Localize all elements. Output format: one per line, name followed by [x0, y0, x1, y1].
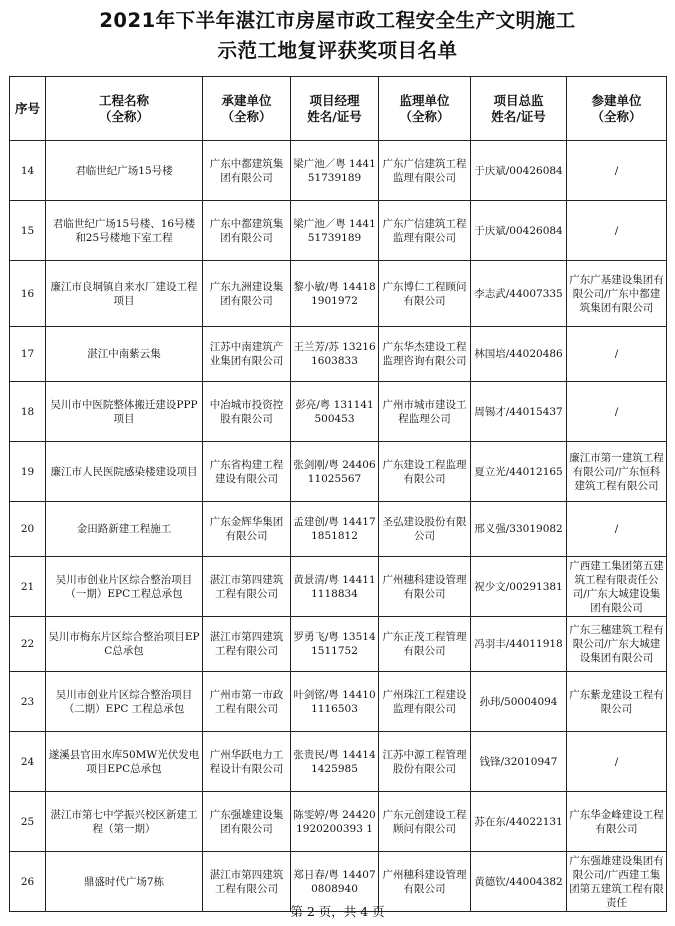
cell-partner: 广东强雄建设集团有限公司/广西建工集团第五建筑工程有限责任 [567, 852, 667, 912]
cell-supervisor: 广东广信建筑工程监理有限公司 [379, 201, 471, 261]
cell-manager: 陈雯婷/粤 244201920200393 1 [291, 792, 379, 852]
cell-seq: 22 [10, 617, 46, 672]
table-row [10, 557, 667, 617]
cell-chief: 于庆斌/00426084 [471, 201, 567, 261]
cell-seq: 23 [10, 672, 46, 732]
page-footer: 第 2 页，共 4 页 [290, 904, 385, 919]
cell-chief: 孙玮/50004094 [471, 672, 567, 732]
header-project: 工程名称 （全称） [46, 77, 203, 141]
cell-manager: 彭亮/粤 131141500453 [291, 382, 379, 442]
cell-project: 湛江中南紫云集 [46, 327, 203, 382]
cell-partner: / [567, 141, 667, 201]
header-supervisor: 监理单位 （全称） [379, 77, 471, 141]
cell-chief: 苏在东/44022131 [471, 792, 567, 852]
cell-project: 湛江市第七中学振兴校区新建工程（第一期） [46, 792, 203, 852]
table-row [10, 732, 667, 792]
header-manager: 项目经理 姓名/证号 [291, 77, 379, 141]
header-seq: 序号 [10, 77, 46, 141]
cell-seq: 14 [10, 141, 46, 201]
cell-project: 君临世纪广场15号楼 [46, 141, 203, 201]
cell-manager: 郑日春/粤 144070808940 [291, 852, 379, 912]
cell-contractor: 江苏中南建筑产业集团有限公司 [203, 327, 291, 382]
cell-project: 吴川市中医院整体搬迁建设PPP项目 [46, 382, 203, 442]
cell-project: 鼎盛时代广场7栋 [46, 852, 203, 912]
cell-manager: 孟建创/粤 144171851812 [291, 502, 379, 557]
cell-supervisor: 广东华杰建设工程监理咨询有限公司 [379, 327, 471, 382]
cell-supervisor: 广州市城市建设工程监理公司 [379, 382, 471, 442]
cell-contractor: 湛江市第四建筑工程有限公司 [203, 557, 291, 617]
cell-project: 吴川市创业片区综合整治项目（二期）EPC 工程总承包 [46, 672, 203, 732]
cell-supervisor: 江苏中源工程管理股份有限公司 [379, 732, 471, 792]
cell-partner: / [567, 201, 667, 261]
title-line-2: 示范工地复评获奖项目名单 [217, 39, 458, 62]
cell-seq: 15 [10, 201, 46, 261]
cell-seq: 20 [10, 502, 46, 557]
table-row [10, 442, 667, 502]
cell-supervisor: 广州穗科建设管理有限公司 [379, 852, 471, 912]
table-row [10, 201, 667, 261]
award-table [9, 76, 667, 912]
cell-supervisor: 圣弘建设股份有限公司 [379, 502, 471, 557]
cell-seq: 26 [10, 852, 46, 912]
cell-project: 廉江市人民医院感染楼建设项目 [46, 442, 203, 502]
cell-supervisor: 广东广信建筑工程监理有限公司 [379, 141, 471, 201]
cell-seq: 16 [10, 261, 46, 327]
cell-partner: 广东三穗建筑工程有限公司/广东大城建设集团有限公司 [567, 617, 667, 672]
header-row [10, 77, 667, 141]
title-line-1: 2021年下半年湛江市房屋市政工程安全生产文明施工 [99, 9, 576, 32]
table-row [10, 502, 667, 557]
cell-partner: 廉江市第一建筑工程有限公司/广东恒科建筑工程有限公司 [567, 442, 667, 502]
header-partner: 参建单位 （全称） [567, 77, 667, 141]
table-row [10, 382, 667, 442]
table-row [10, 792, 667, 852]
cell-supervisor: 广东博仁工程顾问有限公司 [379, 261, 471, 327]
cell-contractor: 广东金辉华集团有限公司 [203, 502, 291, 557]
cell-manager: 张贵民/粤 144141425985 [291, 732, 379, 792]
cell-partner: / [567, 382, 667, 442]
table-row [10, 327, 667, 382]
table-row [10, 672, 667, 732]
cell-contractor: 广东省构建工程建设有限公司 [203, 442, 291, 502]
header-contractor: 承建单位 （全称） [203, 77, 291, 141]
cell-partner: 广东华金峰建设工程有限公司 [567, 792, 667, 852]
cell-chief: 黄德钦/44004382 [471, 852, 567, 912]
cell-seq: 25 [10, 792, 46, 852]
table-row [10, 617, 667, 672]
cell-seq: 18 [10, 382, 46, 442]
cell-project: 吴川市梅东片区综合整治项目EPC总承包 [46, 617, 203, 672]
cell-partner: / [567, 732, 667, 792]
cell-manager: 王兰芳/苏 132161603833 [291, 327, 379, 382]
cell-chief: 钱锋/32010947 [471, 732, 567, 792]
cell-chief: 周锡才/44015437 [471, 382, 567, 442]
cell-contractor: 广东中都建筑集团有限公司 [203, 201, 291, 261]
cell-seq: 19 [10, 442, 46, 502]
header-chief: 项目总监 姓名/证号 [471, 77, 567, 141]
cell-manager: 叶剑铭/粤 144101116503 [291, 672, 379, 732]
cell-partner: / [567, 327, 667, 382]
cell-project: 君临世纪广场15号楼、16号楼和25号楼地下室工程 [46, 201, 203, 261]
cell-chief: 林国培/44020486 [471, 327, 567, 382]
cell-contractor: 湛江市第四建筑工程有限公司 [203, 852, 291, 912]
cell-supervisor: 广东元创建设工程顾问有限公司 [379, 792, 471, 852]
cell-supervisor: 广州穗科建设管理有限公司 [379, 557, 471, 617]
cell-manager: 黄景清/粤 144111118834 [291, 557, 379, 617]
cell-manager: 梁广池／粤 144151739189 [291, 141, 379, 201]
cell-seq: 17 [10, 327, 46, 382]
cell-chief: 邢义强/33019082 [471, 502, 567, 557]
cell-supervisor: 广州珠江工程建设监理有限公司 [379, 672, 471, 732]
cell-partner: 广东紫龙建设工程有限公司 [567, 672, 667, 732]
cell-manager: 黎小敏/粤 144181901972 [291, 261, 379, 327]
cell-partner: 广东广基建设集团有限公司/广东中都建筑集团有限公司 [567, 261, 667, 327]
cell-partner: / [567, 502, 667, 557]
cell-manager: 张剑刚/粤 2440611025567 [291, 442, 379, 502]
document-title [0, 6, 675, 66]
cell-project: 吴川市创业片区综合整治项目（一期）EPC工程总承包 [46, 557, 203, 617]
cell-contractor: 中冶城市投资控股有限公司 [203, 382, 291, 442]
cell-supervisor: 广东建设工程监理有限公司 [379, 442, 471, 502]
cell-contractor: 广州市第一市政工程有限公司 [203, 672, 291, 732]
cell-project: 廉江市良垌镇自来水厂建设工程项目 [46, 261, 203, 327]
cell-manager: 梁广池／粤 144151739189 [291, 201, 379, 261]
cell-chief: 祝少文/00291381 [471, 557, 567, 617]
cell-project: 金田路新建工程施工 [46, 502, 203, 557]
cell-chief: 李志武/44007335 [471, 261, 567, 327]
cell-manager: 罗勇飞/粤 135141511752 [291, 617, 379, 672]
cell-contractor: 广东强雄建设集团有限公司 [203, 792, 291, 852]
cell-project: 遂溪县官田水库50MW光伏发电项目EPC总承包 [46, 732, 203, 792]
cell-chief: 冯羽丰/44011918 [471, 617, 567, 672]
cell-seq: 21 [10, 557, 46, 617]
cell-seq: 24 [10, 732, 46, 792]
cell-contractor: 湛江市第四建筑工程有限公司 [203, 617, 291, 672]
cell-contractor: 广州华跃电力工程设计有限公司 [203, 732, 291, 792]
cell-contractor: 广东九洲建设集团有限公司 [203, 261, 291, 327]
table-row [10, 141, 667, 201]
cell-contractor: 广东中都建筑集团有限公司 [203, 141, 291, 201]
table-row [10, 261, 667, 327]
cell-chief: 夏立光/44012165 [471, 442, 567, 502]
cell-chief: 于庆斌/00426084 [471, 141, 567, 201]
cell-partner: 广西建工集团第五建筑工程有限责任公司/广东大城建设集团有限公司 [567, 557, 667, 617]
cell-supervisor: 广东正茂工程管理有限公司 [379, 617, 471, 672]
